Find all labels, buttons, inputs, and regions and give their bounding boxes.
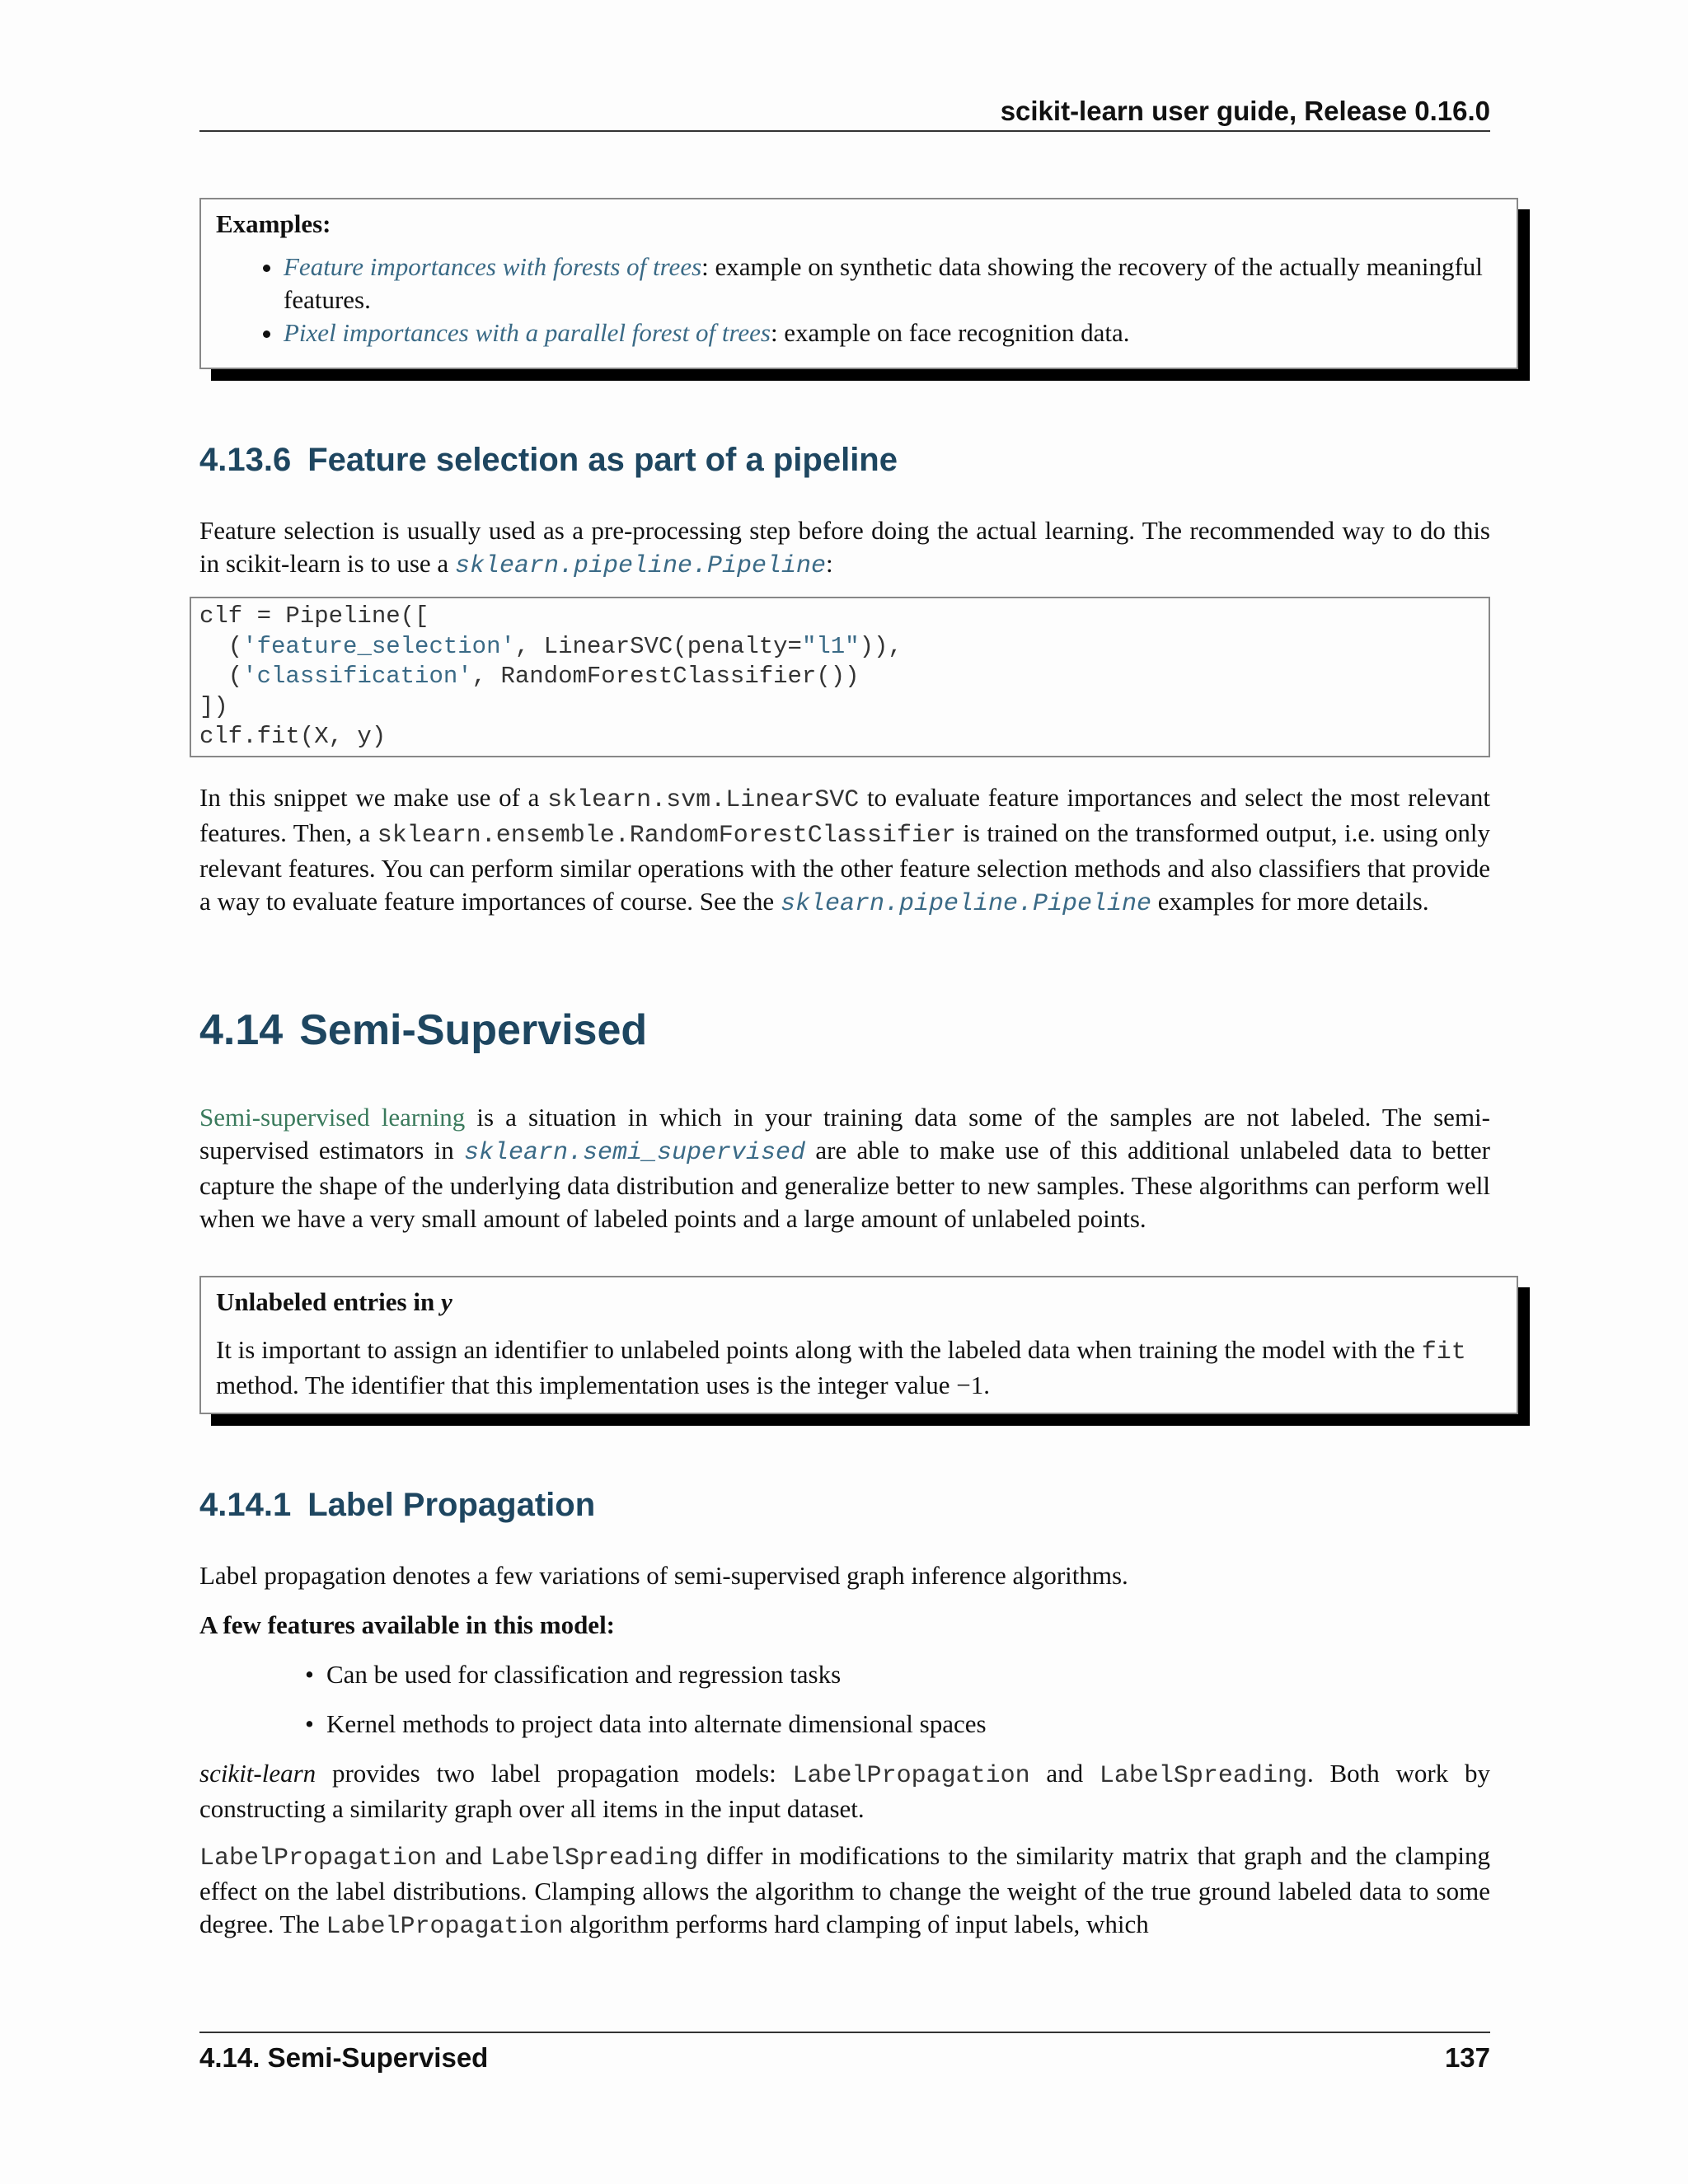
note-text: It is important to assign an identifier to unlabeled points along with the labeled data when training the model with the fit method. The identifier that this implementation uses is the integer value −1.	[216, 1335, 1466, 1399]
example-link[interactable]: Pixel importances with a parallel forest of trees	[284, 318, 771, 347]
code-block: clf = Pipeline([ ('feature_selection', LinearSVC(penalty="l1")), ('classification', RandomForestClassifier()) ]) clf.fit(X, y)	[190, 597, 1490, 757]
paragraph: In this snippet we make use of a sklearn.svm.LinearSVC to evaluate feature importances and select the most relevant features. Then, a sklearn.ensemble.RandomForestClassifier is trained on the transformed output, i.e. using only relevant features. You can perform similar operations with the other feature selection methods and also classifiers that provide a way to evaluate feature importances of course. See the sklearn.pipeline.Pipeline examples for more details.	[199, 783, 1491, 918]
note-title: Unlabeled entries in y	[216, 1287, 452, 1316]
footer-section: 4.14. Semi-Supervised	[199, 2042, 489, 2073]
running-header: scikit-learn user guide, Release 0.16.0	[199, 92, 1490, 132]
example-link[interactable]: Feature importances with forests of trees	[284, 252, 702, 281]
list-item: • Kernel methods to project data into alternate dimensional spaces	[326, 1708, 1480, 1741]
section-heading: 4.13.6 Feature selection as part of a pipeline	[199, 442, 898, 478]
features-list	[326, 1658, 1480, 1741]
module-link[interactable]: sklearn.semi_supervised	[464, 1139, 806, 1167]
list-item: • Pixel importances with a parallel forest of trees: example on face recognition data.	[284, 316, 1502, 349]
list-item: • Feature importances with forests of trees: example on synthetic data showing the recovery of the actually meaningful features.	[284, 251, 1502, 316]
paragraph: LabelPropagation and LabelSpreading differ in modifications to the similarity matrix that graph and the clamping effect on the label distributions. Clamping allows the algorithm to change the weight of the true ground labeled data to some degree. The LabelPropagation algorithm performs hard clamping of input labels, which	[199, 1841, 1490, 1941]
semi-supervised-link[interactable]: Semi-supervised learning	[199, 1103, 466, 1132]
page-number: 137	[1444, 2042, 1490, 2073]
document-page	[199, 0, 1490, 2184]
paragraph: Semi-supervised learning is a situation in which in your training data some of the samples are not labeled. The semi-supervised estimators in sklearn.semi_supervised are able to make use of this additional unlabeled data to better capture the shape of the underlying data distribution and generalize better to new samples. These algorithms can perform well when we have a very small amount of labeled points and a large amount of unlabeled points.	[199, 1103, 1490, 1233]
features-title: A few features available in this model:	[199, 1610, 616, 1639]
section-heading: 4.14.1 Label Propagation	[199, 1487, 596, 1523]
examples-title: Examples:	[216, 209, 331, 238]
list-item: • Can be used for classification and regression tasks	[326, 1658, 1480, 1691]
examples-box	[199, 198, 1518, 369]
paragraph: Feature selection is usually used as a pre-processing step before doing the actual learning. The recommended way to do this in scikit-learn is to use a sklearn.pipeline.Pipeline:	[199, 516, 1490, 580]
section-heading: 4.14 Semi-Supervised	[199, 1006, 648, 1054]
examples-list	[216, 251, 1502, 349]
paragraph: scikit-learn provides two label propagation models: LabelPropagation and LabelSpreading. Both work by constructing a similarity graph over all items in the input dataset.	[199, 1759, 1491, 1823]
paragraph: Label propagation denotes a few variations of semi-supervised graph inference algorithms.	[199, 1561, 1128, 1590]
running-footer	[199, 2032, 1490, 2076]
pipeline-link[interactable]: sklearn.pipeline.Pipeline	[454, 552, 827, 580]
note-box	[199, 1276, 1518, 1414]
pipeline-link[interactable]: sklearn.pipeline.Pipeline	[780, 890, 1152, 918]
